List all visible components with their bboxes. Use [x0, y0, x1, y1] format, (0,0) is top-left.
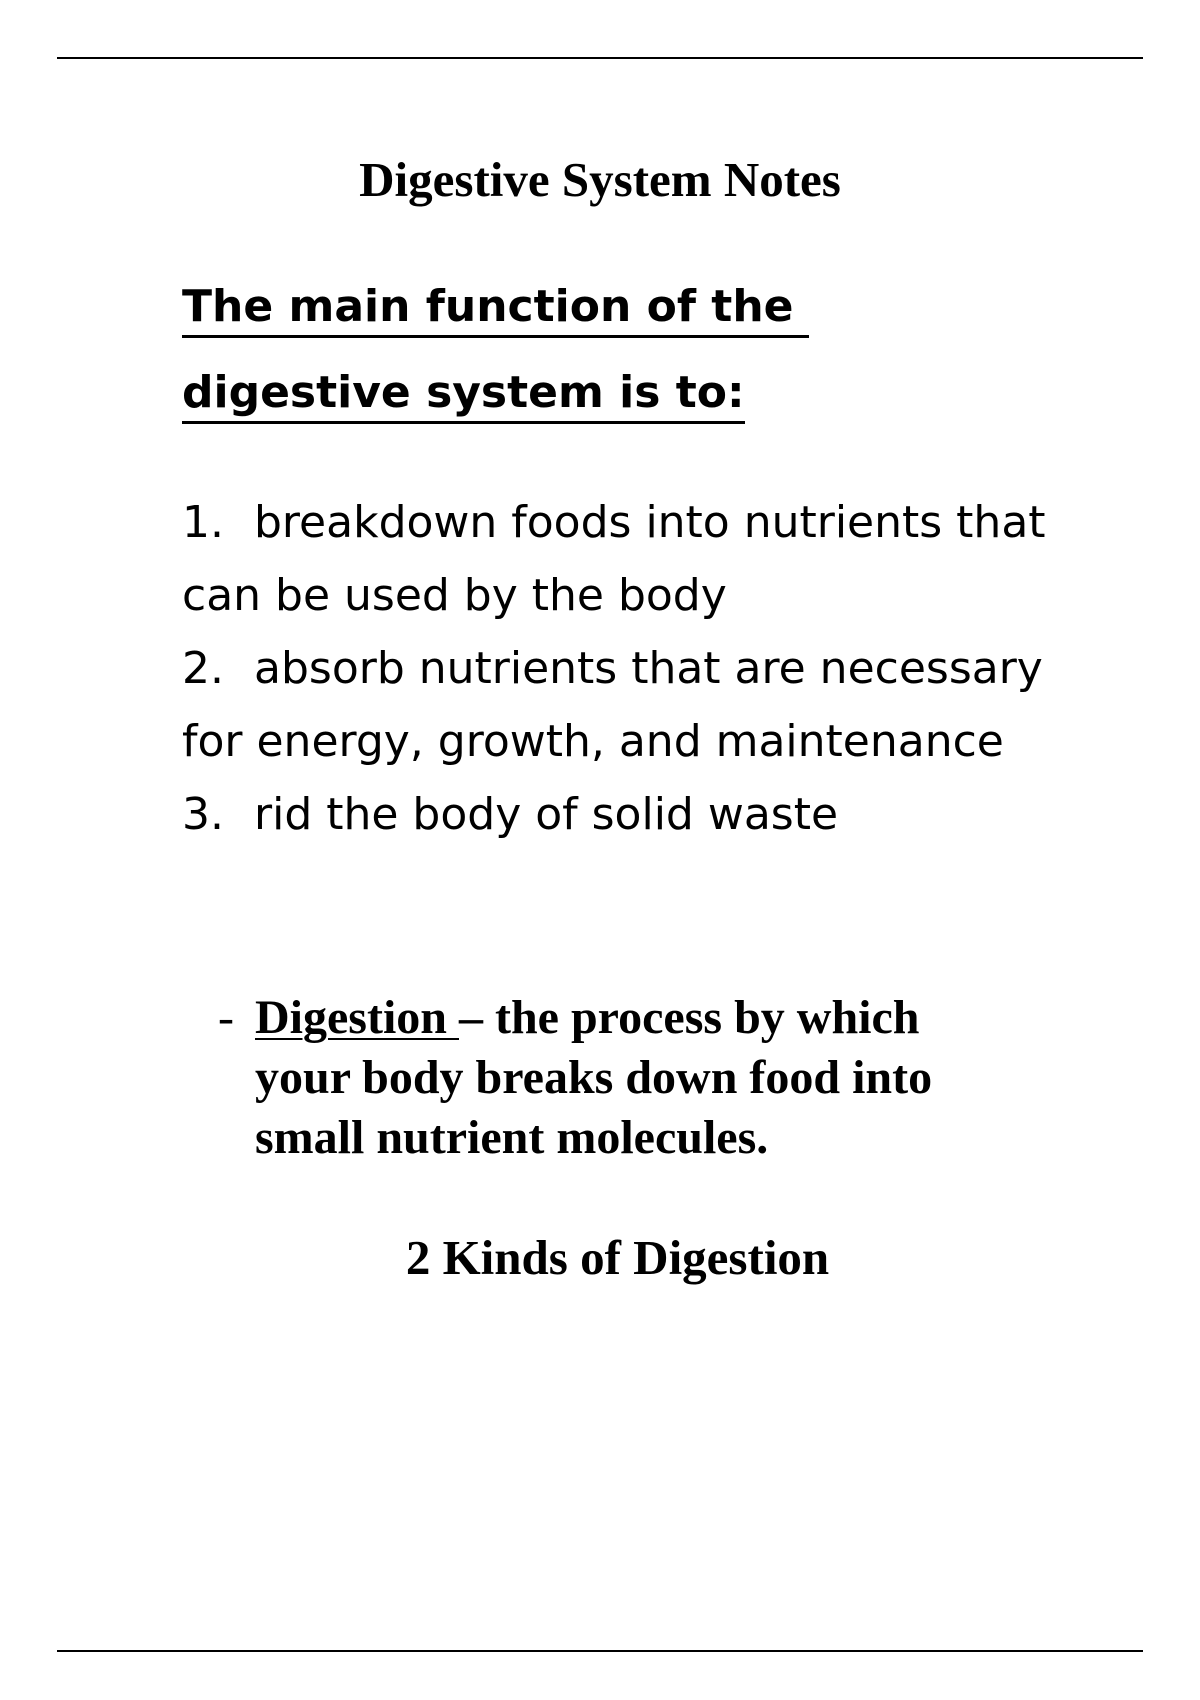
main-function-heading-line-1: The main function of the: [182, 279, 809, 338]
definition-body: [255, 988, 1018, 1168]
function-item-1: [182, 486, 1082, 632]
top-rule: [57, 57, 1143, 59]
function-item-text: rid the body of solid waste: [254, 789, 839, 840]
definition-bullet: -: [218, 991, 234, 1044]
main-function-heading: [182, 270, 1102, 442]
function-item-2: [182, 632, 1082, 778]
kinds-of-digestion-heading: 2 Kinds of Digestion: [405, 1230, 830, 1285]
function-list: [182, 486, 1082, 851]
main-function-heading-line-2: digestive system is to:: [182, 365, 745, 424]
function-item-3: [182, 778, 1082, 851]
function-item-number: 1.: [182, 497, 224, 548]
function-item-number: 2.: [182, 643, 224, 694]
digestion-definition: [218, 988, 1018, 1168]
function-item-text: breakdown foods into nutrients that can be used by the body: [182, 497, 1046, 621]
function-item-text: absorb nutrients that are necessary for energy, growth, and maintenance: [182, 643, 1043, 767]
definition-term: Digestion: [255, 991, 459, 1044]
definition-text: – the process by which your body breaks down food into small nutrient molecules.: [255, 991, 933, 1164]
document-title: Digestive System Notes: [359, 152, 841, 207]
function-item-number: 3.: [182, 789, 224, 840]
bottom-rule: [57, 1650, 1143, 1652]
